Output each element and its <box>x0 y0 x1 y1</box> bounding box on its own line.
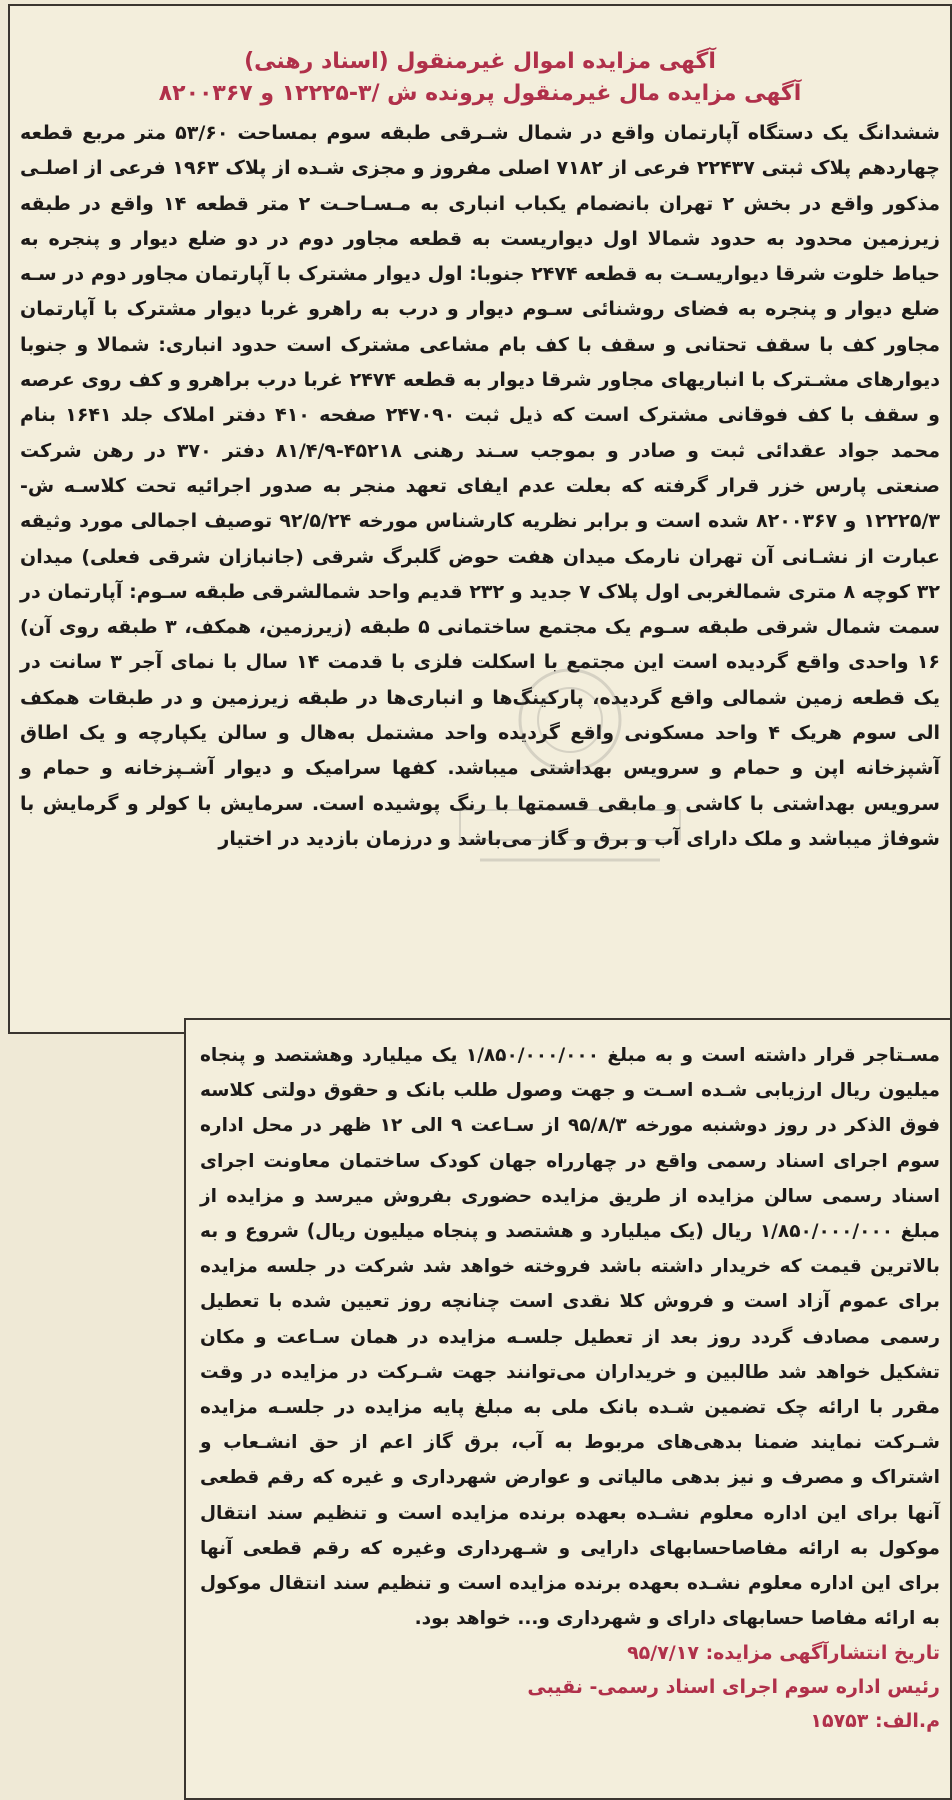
case-title: آگهی مزایده مال غیرمنقول پرونده ش /۳-۱۲۲۲۵ و ۸۲۰۰۳۶۷ <box>158 81 802 106</box>
reference-number: م.الف: ۱۵۷۵۳ <box>810 1710 940 1733</box>
signature: رئیس اداره سوم اجرای اسناد رسمی- نقیبی <box>527 1676 940 1699</box>
publication-date: تاریخ انتشارآگهی مزایده: ۹۵/۷/۱۷ <box>627 1642 940 1665</box>
notice-title: آگهی مزایده اموال غیرمنقول (اسناد رهنی) <box>244 49 716 74</box>
auction-terms: مسـتاجر قرار داشته است و به مبلغ ۱/۸۵۰/۰۰۰/۰۰۰ یک میلیارد وهشتصد و پنجاه میلیون ریال ارزیابی شـده اسـت و جهت وصول طلب بانک و حقوق دولتی کلاسه فوق الذکر در روز دوشنبه مورخه ۹۵/۸/۳ از سـاعت ۹ الی ۱۲ ظهر در محل اداره سوم اجرای اسناد رسمی واقع در چهارراه جهان کودک ساختمان معاونت اجرای اسناد رسمی سالن مزایده از طریق مزایده حضوری بفروش میرسد و مزایده از مبلغ ۱/۸۵۰/۰۰۰/۰۰۰ ریال (یک میلیارد و هشتصد و پنجاه میلیون ریال) شروع و به بالاترین قیمت که خریدار داشته باشد فروخته خواهد شد شرکت در جلسه مزایده برای عموم آزاد است و فروش کلا نقدی است چنانچه روز تعیین شده با تعطیل رسمی مصادف گردد روز بعد از تعطیل جلسـه مزایده در همان سـاعت و مکان تشکیل خواهد شد طالبین و خریداران می‌توانند جهت شـرکت در مزایده در وقت مقرر با ارائه چک تضمین شـده بانک ملی به مبلغ پایه مزایده در جلسـه مزایده شـرکت نمایند ضمنا بدهی‌های مربوط به آب، برق گاز اعم از حق انشـعاب و اشتراک و مصرف و نیز بدهی مالیاتی و عوارض شهرداری و غیره که رقم قطعی آنها برای این اداره معلوم نشـده بعهده برنده مزایده است و تنظیم سند انتقال موکول به ارائه مفاصاحسابهای دارایی و شـهرداری وغیره که رقم قطعی آنها برای این اداره معلوم نشـده بعهده برنده مزایده است و تنظیم سند انتقال موکول به ارائه مفاصا حسابهای دارای و شهرداری و... خواهد بود. <box>200 1045 940 1630</box>
property-description: ششدانگ یک دستگاه آپارتمان واقع در شمال شـرقی طبقه سوم بمساحت ۵۳/۶۰ متر مربع قطعه چهاردهم پلاک ثبتی ۲۲۴۳۷ فرعی از ۷۱۸۲ اصلی مفروز و مجزی شـده از پلاک ۱۹۶۳ فرعی از اصلـی مذکور واقع در بخش ۲ تهران بانضمام یکباب انباری به مـسـاحـت ۲ متر قطعه ۱۴ واقع در طبقه زیرزمین محدود به حدود شمالا اول دیواریست به قطعه مجاور دوم در دو ضلع دیوار و پنجره به حیاط خلوت شرقا دیواریسـت به قطعه ۲۴۷۴ جنوبا: اول دیوار مشترک با آپارتمان مجاور دوم در سـه ضلع دیوار و پنجره به فضای روشنائی سـوم دیوار و درب به راهرو غربا دیوار مشترک با آپارتمان مجاور کف با سقف تحتانی و سقف با کف بام مشاعی مشترک است حدود انباری: شمالا و جنوبا دیوارهای مشـترک با انباریهای مجاور شرقا دیوار به قطعه ۲۴۷۴ غربا درب براهرو و کف روی عرصه و سقف با کف فوقانی مشترک است که ذیل ثبت ۲۴۷۰۹۰ صفحه ۴۱۰ دفتر املاک جلد ۱۶۴۱ بنام محمد جواد عقدائی ثبت و صادر و بموجب سـند رهنی ۴۵۲۱۸-۸۱/۴/۹ دفتر ۳۷۰ در رهن شرکت صنعتی پارس خزر قرار گرفته که بعلت عدم ایفای تعهد منجر به صدور اجرائیه تحت کلاسـه ش- ۱۲۲۲۵/۳ و ۸۲۰۰۳۶۷ شده است و برابر نظریه کارشناس مورخه ۹۲/۵/۲۴ توصیف اجمالی مورد وثیقه عبارت از نشـانی آن تهران نارمک میدان هفت حوض گلبرگ شرقی (جانبازان شرقی فعلی) میدان ۳۲ کوچه ۸ متری شمالغربی اول پلاک ۷ جدید و ۲۳۲ قدیم واحد شمالشرقی طبقه سـوم: آپارتمان در سمت شمال شرقی طبقه سـوم یک مجتمع ساختمانی ۵ طبقه (زیرزمین، همکف، ۳ طبقه روی آن) ۱۶ واحدی واقع گردیده است این مجتمع با اسکلت فلزی با قدمت ۱۴ سال با نمای آجر ۳ سانت در یک قطعه زمین شمالی واقع گردیده، پارکینگ‌ها و انباری‌ها در طبقه زیرزمین و در طبقات همکف الی سوم هریک ۴ واحد مسکونی واقع گردیده واحد مشتمل به‌هال و سالن یکپارچه و یک اطاق آشپزخانه اپن و حمام و سرویس بهداشتی میباشد. کفها سرامیک و دیوار آشـپزخانه و حمام و سرویس بهداشتی با کاشی و مابقی قسمتها با رنگ پوشیده است. سرمایش با کولر و گرمایش با شوفاژ میباشد و ملک دارای آب و برق و گاز می‌باشد و درزمان بازدید در اختیار <box>20 122 941 850</box>
notice-clip-bottom <box>184 1018 952 1800</box>
notice-clip-top <box>8 4 952 1034</box>
